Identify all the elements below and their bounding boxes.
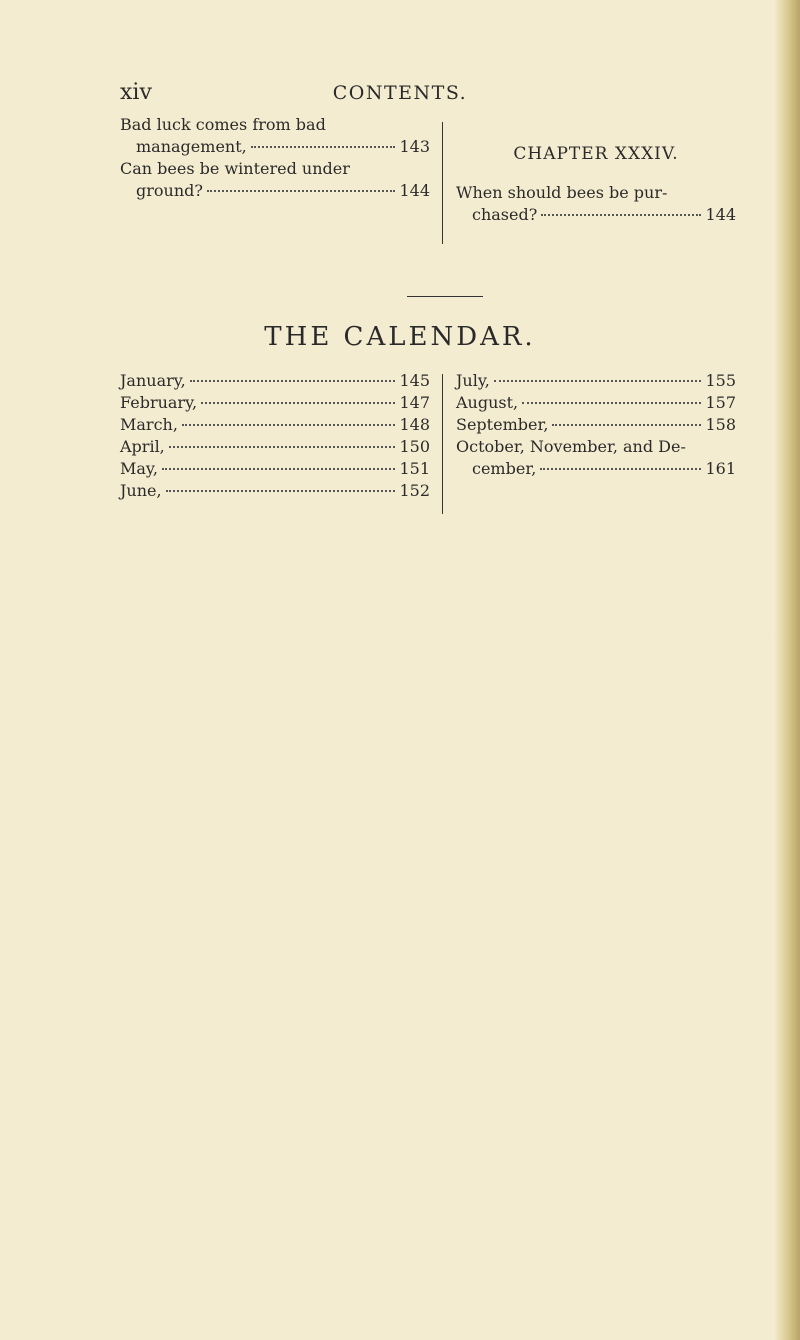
leader-dots xyxy=(162,468,396,470)
leader-dots xyxy=(251,146,396,148)
calendar-entry xyxy=(456,414,736,436)
page-number: xiv xyxy=(120,80,152,105)
calendar-entry xyxy=(120,436,430,458)
toc-entry-line2: ground? xyxy=(136,181,203,200)
leader-dots xyxy=(190,380,396,382)
calendar-entry-page: 155 xyxy=(705,371,736,390)
toc-entry-page: 144 xyxy=(705,205,736,224)
calendar-entry xyxy=(456,370,736,392)
leader-dots xyxy=(494,380,702,382)
leader-dots xyxy=(552,424,701,426)
calendar-entry xyxy=(456,436,736,480)
calendar-heading: THE CALENDAR. xyxy=(264,322,536,352)
toc-entry xyxy=(120,114,430,158)
calendar-entry-page: 150 xyxy=(399,437,430,456)
toc-entry xyxy=(120,158,430,202)
toc-entry-line1: When should bees be pur- xyxy=(456,183,668,202)
toc-entry-line1: Can bees be wintered under xyxy=(120,159,350,178)
leader-dots xyxy=(541,214,701,216)
toc-entry-line2: management, xyxy=(136,137,247,156)
calendar-entry-label: March, xyxy=(120,415,178,434)
leader-dots xyxy=(166,490,396,492)
calendar-entry xyxy=(456,392,736,414)
calendar-entry-label: August, xyxy=(456,393,519,412)
chapter-heading: CHAPTER XXXIV. xyxy=(513,144,679,164)
leader-dots xyxy=(522,402,701,404)
calendar-entry-line1: October, November, and De- xyxy=(456,437,686,456)
calendar-entry xyxy=(120,370,430,392)
calendar-right-column xyxy=(456,370,736,480)
calendar-entry xyxy=(120,458,430,480)
running-title: CONTENTS. xyxy=(332,82,468,104)
column-divider xyxy=(442,122,443,244)
leader-dots xyxy=(169,446,396,448)
calendar-entry xyxy=(120,392,430,414)
calendar-entry-label: July, xyxy=(456,371,490,390)
toc-entry-line2: chased? xyxy=(472,205,538,224)
calendar-entry-page: 148 xyxy=(399,415,430,434)
calendar-entry-label: June, xyxy=(120,481,162,500)
calendar-entry xyxy=(120,414,430,436)
calendar-left-column xyxy=(120,370,430,502)
calendar-entry-page: 152 xyxy=(399,481,430,500)
calendar-entry-label: January, xyxy=(120,371,186,390)
leader-dots xyxy=(540,468,701,470)
top-left-column xyxy=(120,114,430,202)
leader-dots xyxy=(182,424,396,426)
calendar-entry-label: May, xyxy=(120,459,158,478)
calendar-entry-page: 145 xyxy=(399,371,430,390)
calendar-entry-line2: cember, xyxy=(472,459,537,478)
column-divider xyxy=(442,374,443,514)
leader-dots xyxy=(207,190,396,192)
toc-entry xyxy=(456,182,736,226)
top-right-column xyxy=(456,182,736,226)
calendar-entry xyxy=(120,480,430,502)
calendar-entry-page: 147 xyxy=(399,393,430,412)
toc-entry-page: 144 xyxy=(399,181,430,200)
calendar-entry-page: 151 xyxy=(399,459,430,478)
leader-dots xyxy=(201,402,395,404)
calendar-entry-page: 161 xyxy=(705,459,736,478)
calendar-entry-page: 157 xyxy=(705,393,736,412)
calendar-entry-label: September, xyxy=(456,415,549,434)
toc-entry-page: 143 xyxy=(399,137,430,156)
page-edge-shadow xyxy=(774,0,800,1340)
calendar-entry-page: 158 xyxy=(705,415,736,434)
calendar-entry-label: April, xyxy=(120,437,165,456)
calendar-entry-label: February, xyxy=(120,393,198,412)
toc-entry-line1: Bad luck comes from bad xyxy=(120,115,326,134)
section-divider-rule xyxy=(407,296,483,297)
